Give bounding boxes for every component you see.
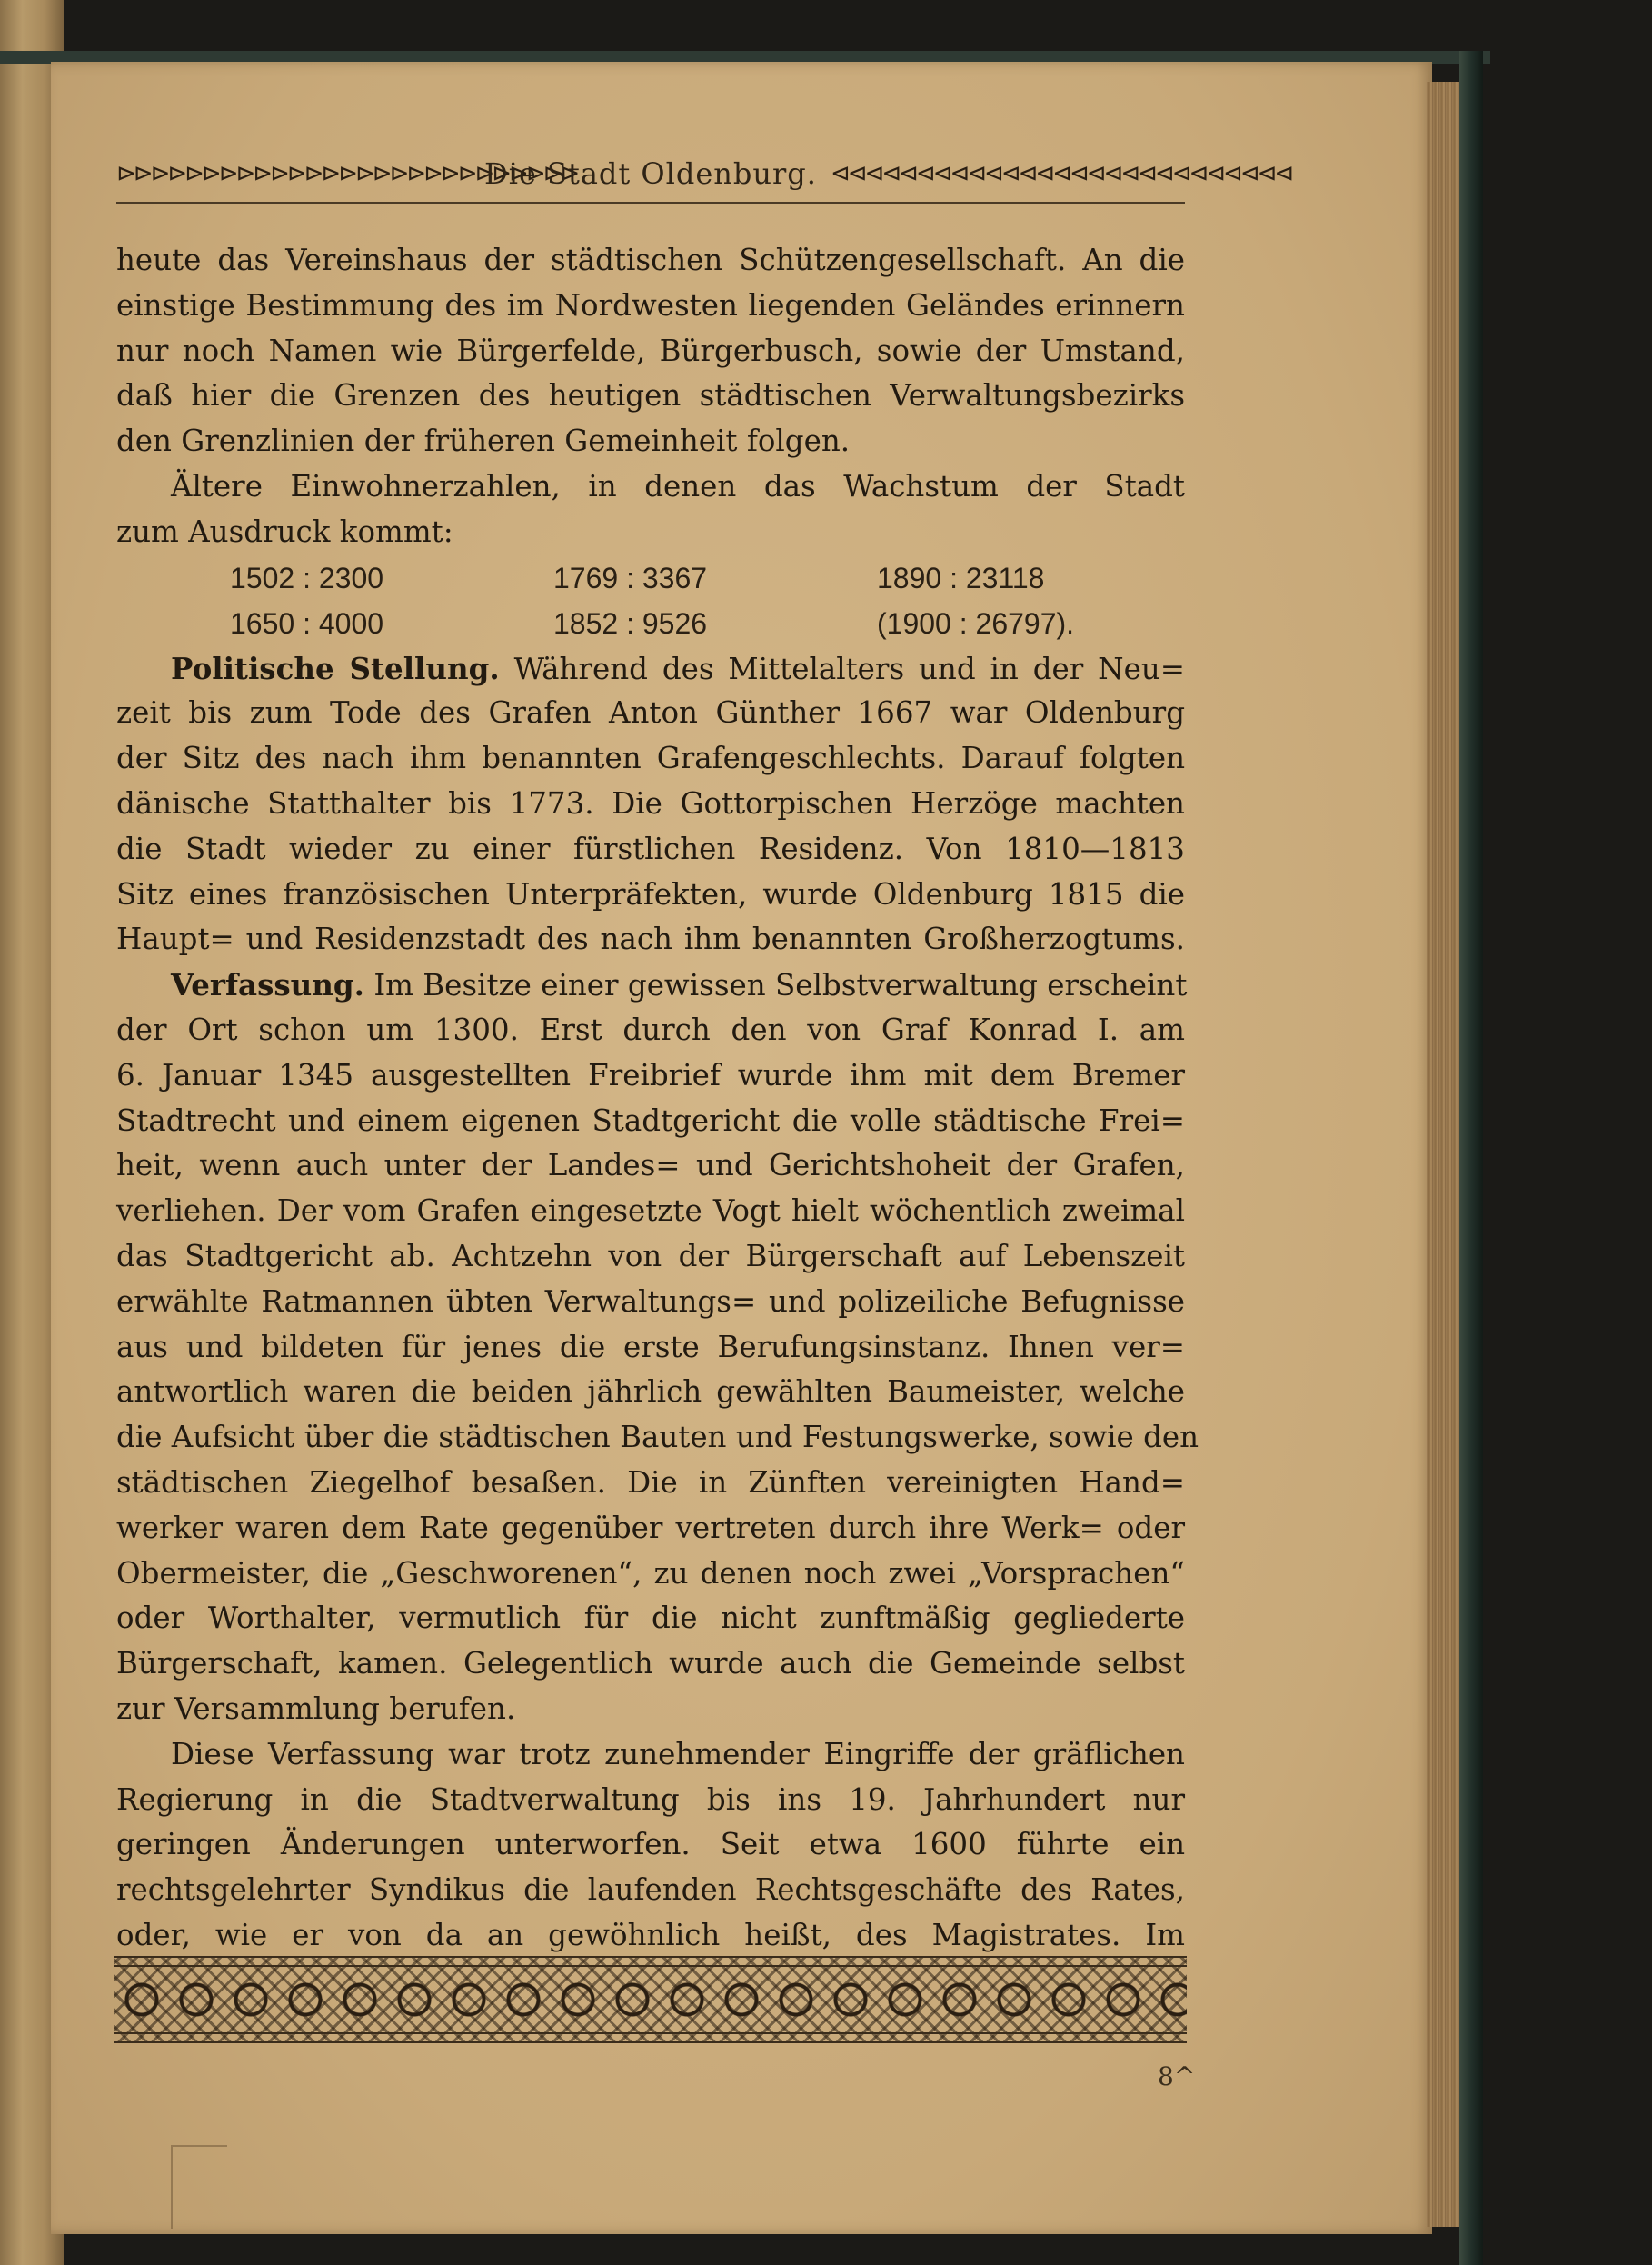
page-number: 8^ [1158, 2061, 1196, 2091]
population-cell: 1890 : 23118 [877, 561, 1045, 594]
text-line: zeit bis zum Tode des Grafen Anton Günther 1667 war Oldenburg [116, 695, 1185, 731]
paragraph-2 [116, 464, 1185, 555]
text-line: heit, wenn auch unter der Landes= und Gerichtshoheit der Grafen, [116, 1148, 1185, 1183]
text-line [116, 646, 1185, 692]
ornament-border-bottom [114, 2032, 1187, 2034]
text-line: antwortlich waren die beiden jährlich gewählten Baumeister, welche [116, 1374, 1185, 1410]
body-text [116, 238, 1199, 1959]
text-line: daß hier die Grenzen des heutigen städtischen Verwaltungsbezirks [116, 378, 1185, 414]
text-line: Diese Verfassung war trotz zunehmender Eingriffe der gräflichen [171, 1736, 1185, 1771]
text-line: den Grenzlinien der früheren Gemeinheit folgen. [116, 424, 851, 459]
running-header [116, 149, 1292, 198]
text-line: verliehen. Der vom Grafen eingesetzte Vogt hielt wöchentlich zweimal [116, 1193, 1185, 1229]
text-line: geringen Änderungen unterworfen. Seit etwa 1600 führte ein [116, 1827, 1185, 1862]
text-line: Regierung in die Stadtverwaltung bis ins 19. Jahrhundert nur [116, 1781, 1185, 1817]
header-ornament-left: ⊳⊳⊳⊳⊳⊳⊳⊳⊳⊳⊳⊳⊳⊳⊳⊳⊳⊳⊳⊳⊳⊳⊳⊳⊳⊳⊳ [116, 160, 578, 187]
page-stack-edges [1427, 82, 1463, 2227]
section-first-line: Im Besitze einer gewissen Selbstverwaltung erscheint [373, 968, 1188, 1003]
text-line: Bürgerschaft, kamen. Gelegentlich wurde auch die Gemeinde selbst [116, 1646, 1185, 1681]
text-line: heute das Vereinshaus der städtischen Schützengesellschaft. An die [116, 243, 1185, 277]
paragraph-1 [116, 238, 1185, 464]
text-line: der Sitz des nach ihm benannten Grafengeschlechts. Darauf folgten [116, 741, 1185, 776]
text-line: Obermeister, die „Geschworenen“, zu denen noch zwei „Vorsprachen“ [116, 1555, 1185, 1591]
text-line: der Ort schon um 1300. Erst durch den von Graf Konrad I. am [116, 1012, 1185, 1047]
text-line: zur Versammlung berufen. [116, 1691, 516, 1726]
text-line [116, 963, 1188, 1008]
running-head-title: Die Stadt Oldenburg. [484, 156, 817, 191]
text-line: erwählte Ratmannen übten Verwaltungs= und polizeiliche Befugnisse [116, 1283, 1185, 1319]
text-line: das Stadtgericht ab. Achtzehn von der Bürgerschaft auf Lebenszeit [116, 1238, 1185, 1273]
text-line: Ältere Einwohnerzahlen, in denen das Wachstum der Stadt [171, 468, 1185, 504]
text-line: nur noch Namen wie Bürgerfelde, Bürgerbusch, sowie der Umstand, [116, 333, 1185, 368]
text-line: städtischen Ziegelhof besaßen. Die in Zünften vereinigten Hand= [116, 1464, 1185, 1500]
section-politische-stellung [116, 646, 1185, 963]
text-line: rechtsgelehrter Syndikus die laufenden Rechtsgeschäfte des Rates, [116, 1872, 1185, 1908]
text-line: werker waren dem Rate gegenüber vertreten durch ihre Werk= oder [116, 1510, 1185, 1545]
population-cell: (1900 : 26797). [877, 606, 1075, 640]
population-table [116, 555, 1185, 646]
section-verfassung [116, 963, 1199, 1732]
paragraph-last [116, 1732, 1185, 1959]
text-line: Stadtrecht und einem eigenen Stadtgericht die volle städtische Frei= [116, 1103, 1185, 1138]
text-line: oder, wie er von da an gewöhnlich heißt, des Magistrates. Im [116, 1917, 1185, 1952]
population-cell: 1502 : 2300 [230, 561, 384, 594]
text-line: die Aufsicht über die städtischen Bauten und Festungswerke, sowie den [116, 1420, 1199, 1455]
book-binding [1459, 51, 1483, 2265]
footer-ornament-band [114, 1956, 1187, 2043]
text-line: aus und bildeten für jenes die erste Berufungsinstanz. Ihnen ver= [116, 1329, 1185, 1364]
ornament-border-top [114, 1965, 1187, 1967]
scan-corner-mark [171, 2145, 227, 2229]
ornament-pattern [114, 1958, 1187, 2041]
text-line: einstige Bestimmung des im Nordwesten liegenden Geländes erinnern [116, 287, 1185, 323]
population-cell: 1769 : 3367 [553, 561, 708, 594]
population-cell: 1852 : 9526 [553, 606, 708, 640]
text-line: Haupt= und Residenzstadt des nach ihm benannten Großherzogtums. [116, 922, 1185, 957]
section-heading: Verfassung. [171, 967, 364, 1003]
header-ornament-right: ⊲⊲⊲⊲⊲⊲⊲⊲⊲⊲⊲⊲⊲⊲⊲⊲⊲⊲⊲⊲⊲⊲⊲⊲⊲⊲⊲ [830, 160, 1292, 187]
text-line: die Stadt wieder zu einer fürstlichen Residenz. Von 1810—1813 [116, 831, 1185, 866]
section-heading: Politische Stellung. [171, 650, 500, 686]
text-line: zum Ausdruck kommt: [116, 514, 453, 549]
population-cell: 1650 : 4000 [230, 606, 384, 640]
text-line: 6. Januar 1345 ausgestellten Freibrief wurde ihm mit dem Bremer [116, 1057, 1185, 1093]
text-line: dänische Statthalter bis 1773. Die Gottorpischen Herzöge machten [116, 785, 1185, 821]
section-first-line: Während des Mittelalters und in der Neu= [513, 651, 1185, 686]
header-rule [116, 202, 1185, 204]
text-line: Sitz eines französischen Unterpräfekten, wurde Oldenburg 1815 die [116, 876, 1185, 912]
text-line: oder Worthalter, vermutlich für die nicht zunftmäßig gegliederte [116, 1601, 1185, 1636]
